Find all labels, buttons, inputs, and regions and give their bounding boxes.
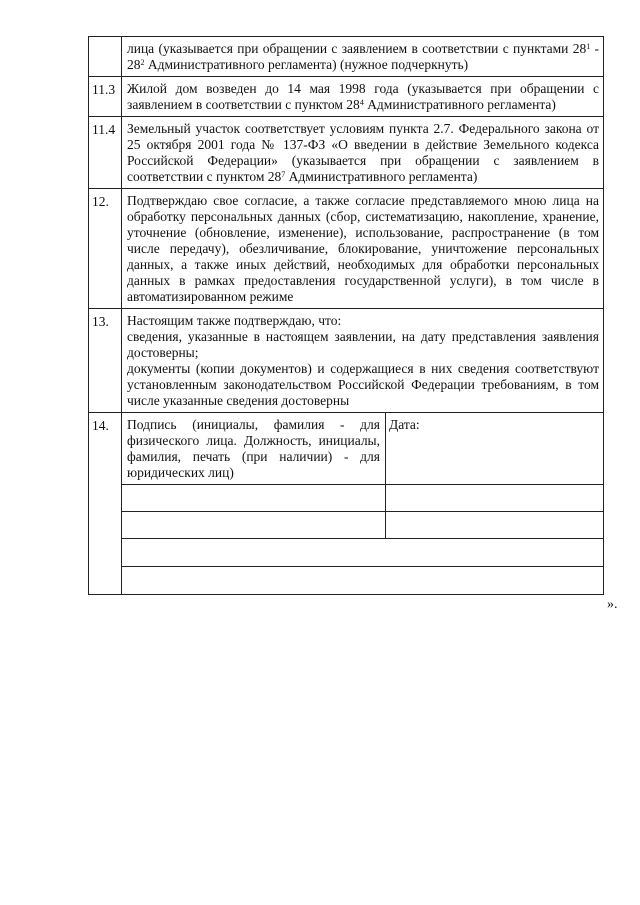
- row-number: 12.: [89, 189, 122, 309]
- row-text: Жилой дом возведен до 14 мая 1998 года (указывается при обращении с заявлением в соответствии с пунктом $28^4$ Административного регламента): [122, 77, 604, 117]
- signature-field[interactable]: [122, 485, 386, 512]
- date-field[interactable]: [386, 485, 604, 512]
- signature-field-2[interactable]: [122, 512, 386, 539]
- row-number: 11.4: [89, 117, 122, 189]
- date-label: Дата:: [386, 413, 604, 485]
- table-row: [89, 189, 604, 309]
- signature-table: [122, 413, 603, 594]
- signature-block: [122, 413, 604, 595]
- application-form-table: [88, 36, 604, 595]
- row-number: 14.: [89, 413, 122, 595]
- confirmation-text: Настоящим также подтверждаю, что: сведения, указанные в настоящем заявлении, на дату представления заявления достоверны; документы (копии документов) и содержащиеся в них сведения соответствуют установленным законодательством Российской Федерации требованиям, в том числе указанные сведения достоверны: [122, 309, 604, 413]
- closing-quote-mark: ».: [607, 597, 618, 612]
- row-number: [89, 37, 122, 77]
- row-text: лица (указывается при обращении с заявлением в соответствии с пунктами $28^1 - 28^2$ Административного регламента) (нужное подчеркнуть): [122, 37, 604, 77]
- table-row: [89, 37, 604, 77]
- blank-field-2[interactable]: [122, 567, 603, 595]
- signature-label: Подпись (инициалы, фамилия - для физического лица. Должность, инициалы, фамилия, печать (при наличии) - для юридических лиц): [122, 413, 386, 485]
- row-number: 13.: [89, 309, 122, 413]
- table-row: [89, 77, 604, 117]
- consent-text: Подтверждаю свое согласие, а также согласие представляемого мною лица на обработку персональных данных (сбор, систематизацию, накопление, хранение, уточнение (обновление, изменение), использование, распространение (в том числе передачу), обезличивание, блокирование, уничтожение персональных данных, а также иных действий, необходимых для обработки персональных данных в рамках предоставления государственной услуги), в том числе в автоматизированном режиме: [122, 189, 604, 309]
- row-text: Земельный участок соответствует условиям пункта 2.7. Федерального закона от 25 октября 2001 года № 137-ФЗ «О введении в действие Земельного кодекса Российской Федерации» (указывается при обращении с заявлением в соответствии с пунктом $28^7$ Административного регламента): [122, 117, 604, 189]
- table-row: [89, 309, 604, 413]
- blank-field[interactable]: [122, 539, 603, 567]
- table-row: [89, 413, 604, 595]
- row-number: 11.3: [89, 77, 122, 117]
- table-row: [89, 117, 604, 189]
- date-field-2[interactable]: [386, 512, 604, 539]
